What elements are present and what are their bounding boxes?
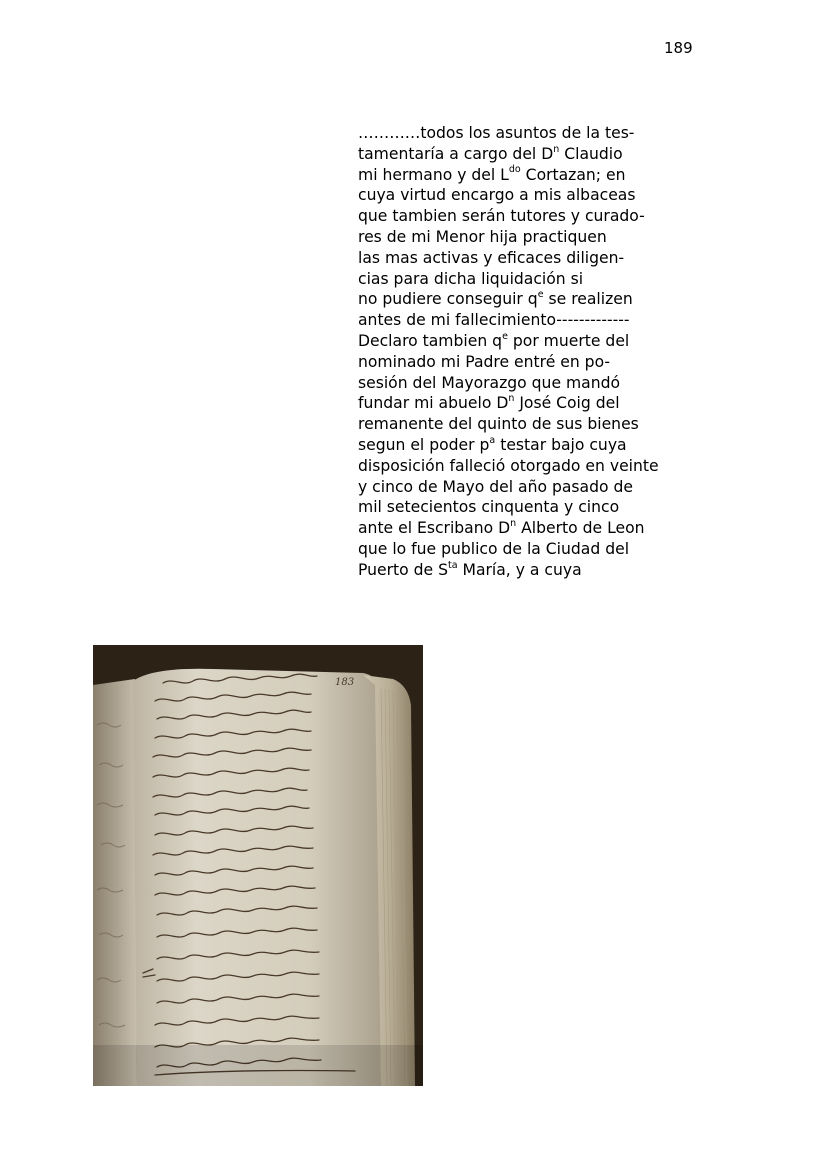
- text-segment: ante el Escribano D: [358, 519, 511, 538]
- text-segment: res de mi Menor hija practiquen: [358, 227, 607, 246]
- text-segment: tamentaría a cargo del D: [358, 144, 554, 163]
- text-line: [358, 248, 698, 269]
- text-segment: y cinco de Mayo del año pasado de: [358, 477, 633, 496]
- text-line: [358, 477, 698, 498]
- text-line: [358, 144, 698, 165]
- transcription-text: [358, 123, 698, 581]
- superscript: ta: [447, 559, 458, 571]
- text-segment: no pudiere conseguir q: [358, 290, 538, 309]
- text-segment: sesión del Mayorazgo que mandó: [358, 373, 621, 392]
- superscript: n: [553, 143, 560, 155]
- text-segment: Alberto de Leon: [516, 519, 645, 538]
- text-line: [358, 206, 698, 227]
- text-segment: que lo fue publico de la Ciudad del: [358, 539, 630, 558]
- text-line: [358, 310, 698, 331]
- text-segment: segun el poder p: [358, 435, 490, 454]
- text-segment: Puerto de S: [358, 560, 448, 579]
- superscript: do: [508, 164, 521, 176]
- text-line: [358, 227, 698, 248]
- manuscript-page-number: 183: [335, 677, 355, 688]
- manuscript-photo-svg: [93, 645, 423, 1086]
- text-segment: remanente del quinto de sus bienes: [358, 415, 639, 434]
- text-segment: que tambien serán tutores y curado-: [358, 207, 645, 226]
- text-segment: cuya virtud encargo a mis albaceas: [358, 186, 636, 205]
- text-segment: María, y a cuya: [457, 560, 582, 579]
- text-segment: mi hermano y del L: [358, 165, 509, 184]
- text-segment: Declaro tambien q: [358, 331, 503, 350]
- text-segment: se realizen: [543, 290, 633, 309]
- superscript: n: [510, 517, 517, 529]
- text-line: [358, 289, 698, 310]
- text-line: [358, 331, 698, 352]
- text-line: [358, 352, 698, 373]
- text-segment: disposición falleció otorgado en veinte: [358, 456, 659, 475]
- text-line: [358, 165, 698, 186]
- text-line: [358, 518, 698, 539]
- text-line: [358, 185, 698, 206]
- superscript: n: [508, 393, 515, 405]
- text-segment: fundar mi abuelo D: [358, 394, 509, 413]
- text-line: [358, 435, 698, 456]
- text-line: [358, 414, 698, 435]
- superscript: e: [537, 289, 544, 301]
- text-segment: cias para dicha liquidación si: [358, 269, 584, 288]
- text-segment: Claudio: [559, 144, 623, 163]
- text-line: [358, 269, 698, 290]
- text-line: [358, 560, 698, 581]
- text-segment: José Coig del: [514, 394, 620, 413]
- text-segment: Cortazan; en: [520, 165, 626, 184]
- text-segment: testar bajo cuya: [495, 435, 627, 454]
- text-line: [358, 393, 698, 414]
- text-line: [358, 456, 698, 477]
- text-segment: nominado mi Padre entré en po-: [358, 352, 611, 371]
- text-segment: por muerte del: [507, 331, 630, 350]
- manuscript-photo: [93, 645, 423, 1086]
- superscript: e: [502, 330, 508, 342]
- text-segment: mil setecientos cinquenta y cinco: [358, 498, 620, 517]
- text-line: [358, 497, 698, 518]
- text-segment: …………todos los asuntos de la tes-: [358, 124, 635, 142]
- text-line: [358, 123, 698, 144]
- text-segment: las mas activas y eficaces diligen-: [358, 248, 625, 267]
- superscript: a: [489, 434, 496, 446]
- text-segment: antes de mi fallecimiento-------------: [358, 311, 630, 330]
- page-number: 189: [664, 39, 693, 57]
- text-line: [358, 373, 698, 394]
- text-line: [358, 539, 698, 560]
